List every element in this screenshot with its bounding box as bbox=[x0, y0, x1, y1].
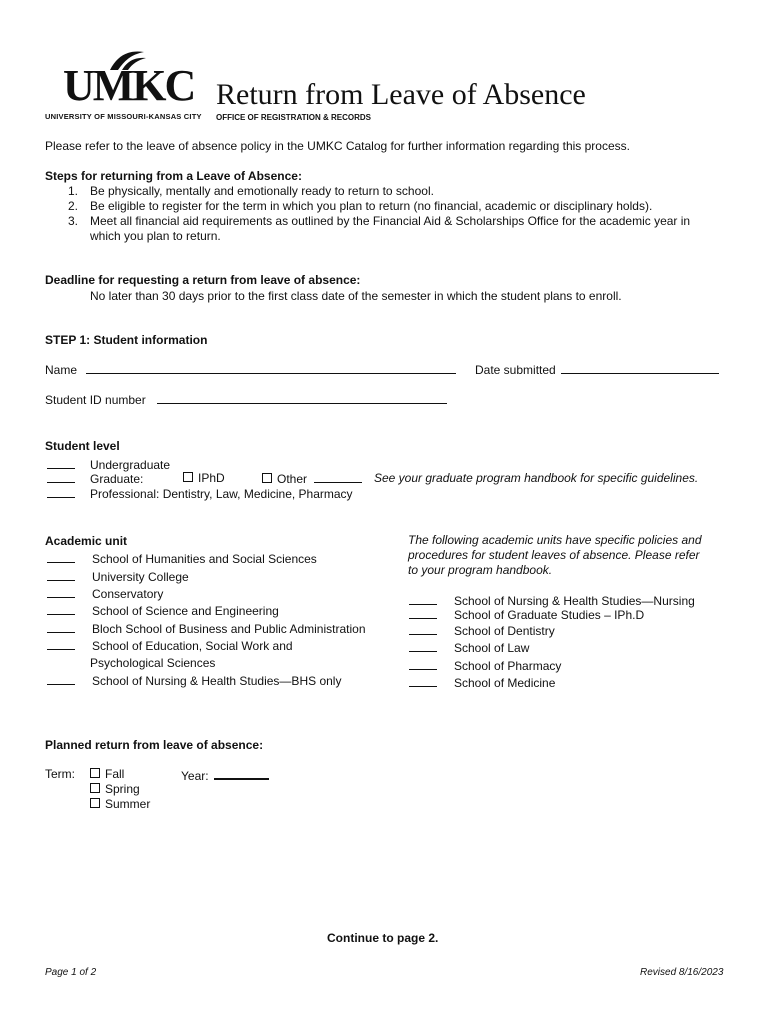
special-unit-row bbox=[409, 658, 561, 675]
unit-label: School of Education, Social Work and bbox=[92, 639, 293, 653]
step-text: Be physically, mentally and emotionally ready to return to school. bbox=[90, 184, 434, 198]
iphd-checkbox[interactable] bbox=[183, 472, 193, 482]
name-label: Name bbox=[45, 363, 78, 377]
name-field[interactable] bbox=[86, 362, 456, 374]
year-row bbox=[181, 767, 269, 785]
special-unit-row bbox=[409, 640, 529, 657]
unit-blank[interactable] bbox=[47, 551, 75, 563]
unit-note-line: The following academic units have specific policies and bbox=[408, 533, 702, 547]
term-summer-option[interactable] bbox=[90, 797, 150, 813]
special-unit-row bbox=[409, 607, 644, 624]
revision-date: Revised 8/16/2023 bbox=[640, 967, 724, 978]
unit-row bbox=[47, 569, 189, 586]
step1-heading: STEP 1: Student information bbox=[45, 333, 208, 347]
unit-blank[interactable] bbox=[47, 586, 75, 598]
step-number: 1. bbox=[68, 184, 79, 198]
level-undergrad-blank[interactable] bbox=[47, 457, 75, 469]
continue-note: Continue to page 2. bbox=[327, 931, 439, 945]
unit-blank[interactable] bbox=[47, 638, 75, 650]
university-name: UNIVERSITY OF MISSOURI-KANSAS CITY bbox=[45, 112, 202, 121]
level-graduate-label: Graduate: bbox=[90, 472, 144, 486]
unit-blank[interactable] bbox=[47, 569, 75, 581]
unit-label: School of Medicine bbox=[454, 676, 556, 690]
page-number: Page 1 of 2 bbox=[45, 967, 97, 978]
level-professional-row bbox=[47, 486, 353, 503]
name-row bbox=[45, 362, 456, 379]
unit-label: Bloch School of Business and Public Administration bbox=[92, 622, 366, 636]
unit-blank[interactable] bbox=[409, 675, 437, 687]
office-name: OFFICE OF REGISTRATION & RECORDS bbox=[216, 113, 371, 122]
term-summer-checkbox[interactable] bbox=[90, 798, 100, 808]
unit-blank[interactable] bbox=[409, 593, 437, 605]
iphd-label: IPhD bbox=[198, 471, 225, 485]
step-number: 2. bbox=[68, 199, 79, 213]
unit-label-cont: Psychological Sciences bbox=[90, 656, 216, 670]
unit-row bbox=[47, 551, 317, 568]
deadline-heading: Deadline for requesting a return from leave of absence: bbox=[45, 273, 361, 287]
page-title: Return from Leave of Absence bbox=[216, 78, 586, 111]
unit-label: Conservatory bbox=[92, 587, 164, 601]
term-spring-option[interactable] bbox=[90, 782, 140, 798]
date-row bbox=[475, 362, 719, 379]
unit-blank[interactable] bbox=[409, 658, 437, 670]
unit-blank[interactable] bbox=[409, 607, 437, 619]
other-label: Other bbox=[277, 472, 308, 486]
level-professional-blank[interactable] bbox=[47, 486, 75, 498]
unit-label: School of Humanities and Social Sciences bbox=[92, 552, 317, 566]
term-summer-label: Summer bbox=[105, 797, 151, 811]
student-level-heading: Student level bbox=[45, 439, 120, 453]
unit-blank[interactable] bbox=[409, 623, 437, 635]
unit-label: School of Pharmacy bbox=[454, 659, 562, 673]
level-professional-label: Professional: Dentistry, Law, Medicine, Pharmacy bbox=[90, 487, 353, 501]
step-text: Meet all financial aid requirements as outlined by the Financial Aid & Scholarships Office for the academic year in bbox=[90, 214, 691, 228]
unit-row bbox=[47, 603, 279, 620]
unit-row bbox=[47, 673, 341, 690]
steps-heading: Steps for returning from a Leave of Absence: bbox=[45, 169, 302, 183]
unit-label: School of Nursing & Health Studies—Nursing bbox=[454, 594, 695, 608]
term-spring-checkbox[interactable] bbox=[90, 783, 100, 793]
step-text-cont: which you plan to return. bbox=[90, 229, 221, 243]
academic-unit-heading: Academic unit bbox=[45, 534, 128, 548]
other-field[interactable] bbox=[314, 471, 362, 483]
unit-blank[interactable] bbox=[47, 603, 75, 615]
unit-label: School of Law bbox=[454, 641, 530, 655]
unit-label: School of Science and Engineering bbox=[92, 604, 279, 618]
step-text: Be eligible to register for the term in which you plan to return (no financial, academic or disciplinary holds). bbox=[90, 199, 653, 213]
level-undergrad-label: Undergraduate bbox=[90, 458, 171, 472]
unit-label: University College bbox=[92, 570, 189, 584]
level-graduate-blank[interactable] bbox=[47, 471, 75, 483]
logo-wordmark: UMKC bbox=[63, 61, 195, 110]
term-spring-label: Spring bbox=[105, 782, 140, 796]
date-field[interactable] bbox=[561, 362, 719, 374]
unit-label: School of Graduate Studies – IPh.D bbox=[454, 608, 645, 622]
student-id-field[interactable] bbox=[157, 392, 447, 404]
student-id-row bbox=[45, 392, 447, 409]
other-checkbox[interactable] bbox=[262, 473, 272, 483]
year-label: Year: bbox=[181, 769, 209, 783]
year-field[interactable] bbox=[214, 767, 269, 780]
special-unit-row bbox=[409, 675, 555, 692]
unit-row bbox=[47, 586, 163, 603]
special-unit-row bbox=[409, 623, 555, 640]
unit-note-line: to your program handbook. bbox=[408, 563, 553, 577]
unit-blank[interactable] bbox=[47, 673, 75, 685]
unit-label: School of Nursing & Health Studies—BHS only bbox=[92, 674, 342, 688]
graduate-note: See your graduate program handbook for specific guidelines. bbox=[374, 471, 699, 485]
unit-row bbox=[47, 638, 293, 655]
intro-text: Please refer to the leave of absence policy in the UMKC Catalog for further information regarding this process. bbox=[45, 139, 630, 153]
unit-blank[interactable] bbox=[409, 640, 437, 652]
planned-return-heading: Planned return from leave of absence: bbox=[45, 738, 264, 752]
unit-note-line: procedures for student leaves of absence. Please refer bbox=[408, 548, 700, 562]
student-id-label: Student ID number bbox=[45, 393, 146, 407]
unit-label: School of Dentistry bbox=[454, 624, 555, 638]
date-label: Date submitted bbox=[475, 363, 556, 377]
term-fall-checkbox[interactable] bbox=[90, 768, 100, 778]
deadline-text: No later than 30 days prior to the first class date of the semester in which the student plans to enroll. bbox=[90, 289, 622, 303]
term-label: Term: bbox=[45, 767, 75, 781]
unit-row bbox=[47, 621, 366, 638]
term-fall-option[interactable] bbox=[90, 767, 124, 783]
unit-blank[interactable] bbox=[47, 621, 75, 633]
iphd-option[interactable] bbox=[183, 471, 225, 487]
step-number: 3. bbox=[68, 214, 79, 228]
logo bbox=[58, 48, 195, 110]
term-fall-label: Fall bbox=[105, 767, 125, 781]
